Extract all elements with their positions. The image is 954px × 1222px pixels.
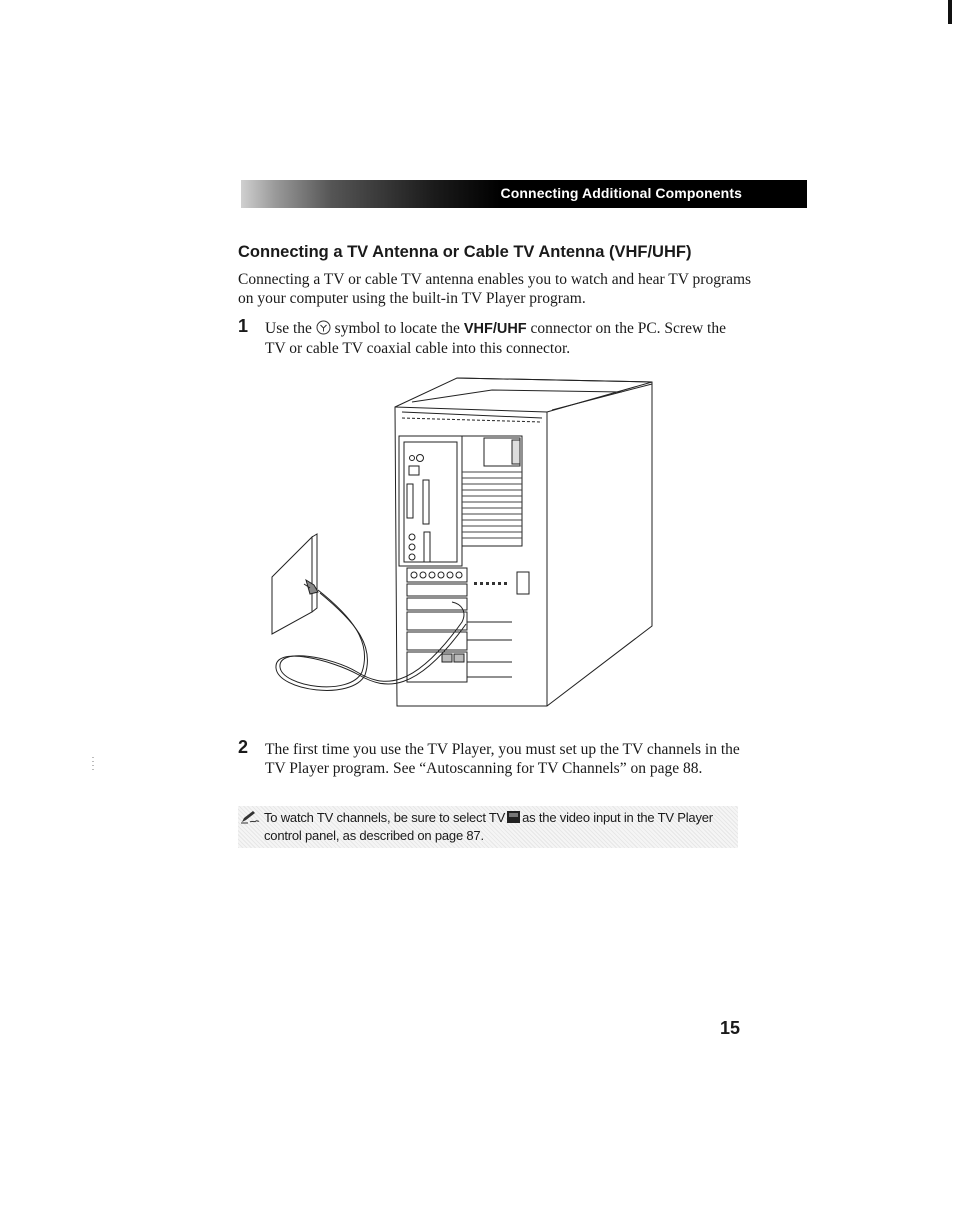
note-text-part: as the video input in the TV Player control panel, as described on page 87. xyxy=(264,810,713,843)
margin-mark xyxy=(92,757,94,771)
pencil-note-icon xyxy=(240,810,260,824)
step-text-part: connector on the PC. Screw the TV or cable TV coaxial cable into this connector. xyxy=(265,320,726,357)
page-edge-mark xyxy=(948,0,952,24)
section-heading: Connecting a TV Antenna or Cable TV Antenna (VHF/UHF) xyxy=(238,243,692,261)
chapter-title: Connecting Additional Components xyxy=(500,185,742,201)
pc-antenna-connection-illustration xyxy=(262,372,662,712)
step-number: 2 xyxy=(238,737,249,757)
step-text-part: Use the xyxy=(265,320,312,337)
antenna-circle-icon xyxy=(316,320,331,335)
step-text xyxy=(265,319,745,358)
tv-input-icon xyxy=(507,811,520,823)
intro-paragraph: Connecting a TV or cable TV antenna enables you to watch and hear TV programs on your computer using the built-in TV Player program. xyxy=(238,271,752,307)
note-box xyxy=(238,806,738,848)
note-text xyxy=(264,809,736,845)
vhf-uhf-connector-label: VHF/UHF xyxy=(463,321,527,337)
step-text: The first time you use the TV Player, you must set up the TV channels in the TV Player program. See “Autoscanning for TV Channels” on page 88. xyxy=(265,741,740,777)
step-text-part: symbol to locate the xyxy=(334,320,460,337)
page-number: 15 xyxy=(720,1018,741,1038)
chapter-header-bar xyxy=(241,180,807,208)
step-number: 1 xyxy=(238,316,249,336)
note-text-part: To watch TV channels, be sure to select TV xyxy=(264,810,506,825)
